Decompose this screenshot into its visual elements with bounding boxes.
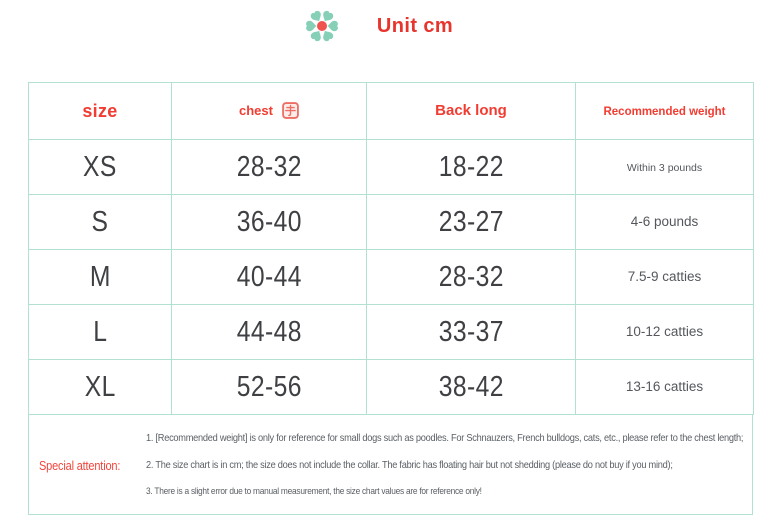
column-header-back-long-label: Back long <box>435 102 507 119</box>
special-attention-section <box>28 415 753 515</box>
back-long-value: 18-22 <box>438 150 504 183</box>
special-attention-label: Special attention: <box>39 459 121 473</box>
note-item: 2. The size chart is in cm; the size does not include the collar. The fabric has floating hair but not shedding (please do not buy if you mind); <box>146 458 673 471</box>
girth-stamp-icon <box>282 102 299 119</box>
chest-cell <box>172 305 367 360</box>
column-header-size-label: size <box>82 100 118 121</box>
chest-value: 36-40 <box>236 205 302 238</box>
notes-list <box>146 415 746 514</box>
table-row <box>29 360 754 415</box>
unit-label: Unit cm <box>376 14 454 37</box>
column-header-recommended-weight <box>576 83 754 140</box>
size-value: XS <box>83 150 117 183</box>
size-cell <box>29 305 172 360</box>
weight-value: Within 3 pounds <box>626 162 703 174</box>
table-row <box>29 305 754 360</box>
weight-value: 13-16 catties <box>625 379 704 394</box>
size-table <box>28 82 754 415</box>
size-cell <box>29 250 172 305</box>
chest-value: 28-32 <box>236 150 302 183</box>
table-row <box>29 140 754 195</box>
column-header-size <box>29 83 172 140</box>
size-cell <box>29 360 172 415</box>
column-header-chest <box>172 83 367 140</box>
weight-cell <box>576 195 754 250</box>
size-cell <box>29 195 172 250</box>
size-value: L <box>92 315 108 348</box>
back-long-value: 38-42 <box>438 370 504 403</box>
chest-value: 44-48 <box>236 315 302 348</box>
header <box>0 6 764 46</box>
weight-cell <box>576 360 754 415</box>
weight-value: 10-12 catties <box>625 324 704 339</box>
chest-cell <box>172 250 367 305</box>
weight-cell <box>576 250 754 305</box>
chest-value: 40-44 <box>236 260 302 293</box>
back-long-value: 23-27 <box>438 205 504 238</box>
table-row <box>29 195 754 250</box>
back-long-cell <box>367 360 576 415</box>
size-value: M <box>89 260 111 293</box>
weight-value: 4-6 pounds <box>630 214 699 229</box>
weight-value: 7.5-9 catties <box>627 269 702 284</box>
back-long-cell <box>367 305 576 360</box>
chest-cell <box>172 140 367 195</box>
chest-cell <box>172 195 367 250</box>
chest-cell <box>172 360 367 415</box>
back-long-cell <box>367 250 576 305</box>
size-cell <box>29 140 172 195</box>
back-long-value: 33-37 <box>438 315 504 348</box>
weight-cell <box>576 140 754 195</box>
note-item: 1. [Recommended weight] is only for reference for small dogs such as poodles. For Schnauzers, French bulldogs, cats, etc., please refer to the chest length; <box>146 431 744 444</box>
table-header-row <box>29 83 754 140</box>
back-long-value: 28-32 <box>438 260 504 293</box>
table-row <box>29 250 754 305</box>
column-header-chest-label: chest <box>239 103 273 118</box>
column-header-recommended-weight-label: Recommended weight <box>603 106 726 118</box>
chest-value: 52-56 <box>236 370 302 403</box>
column-header-back-long <box>367 83 576 140</box>
back-long-cell <box>367 140 576 195</box>
back-long-cell <box>367 195 576 250</box>
size-value: S <box>91 205 109 238</box>
flower-hearts-icon <box>302 6 342 46</box>
weight-cell <box>576 305 754 360</box>
note-item: 3. There is a slight error due to manual measurement, the size chart values are for reference only! <box>146 485 482 497</box>
size-value: XL <box>84 370 116 403</box>
